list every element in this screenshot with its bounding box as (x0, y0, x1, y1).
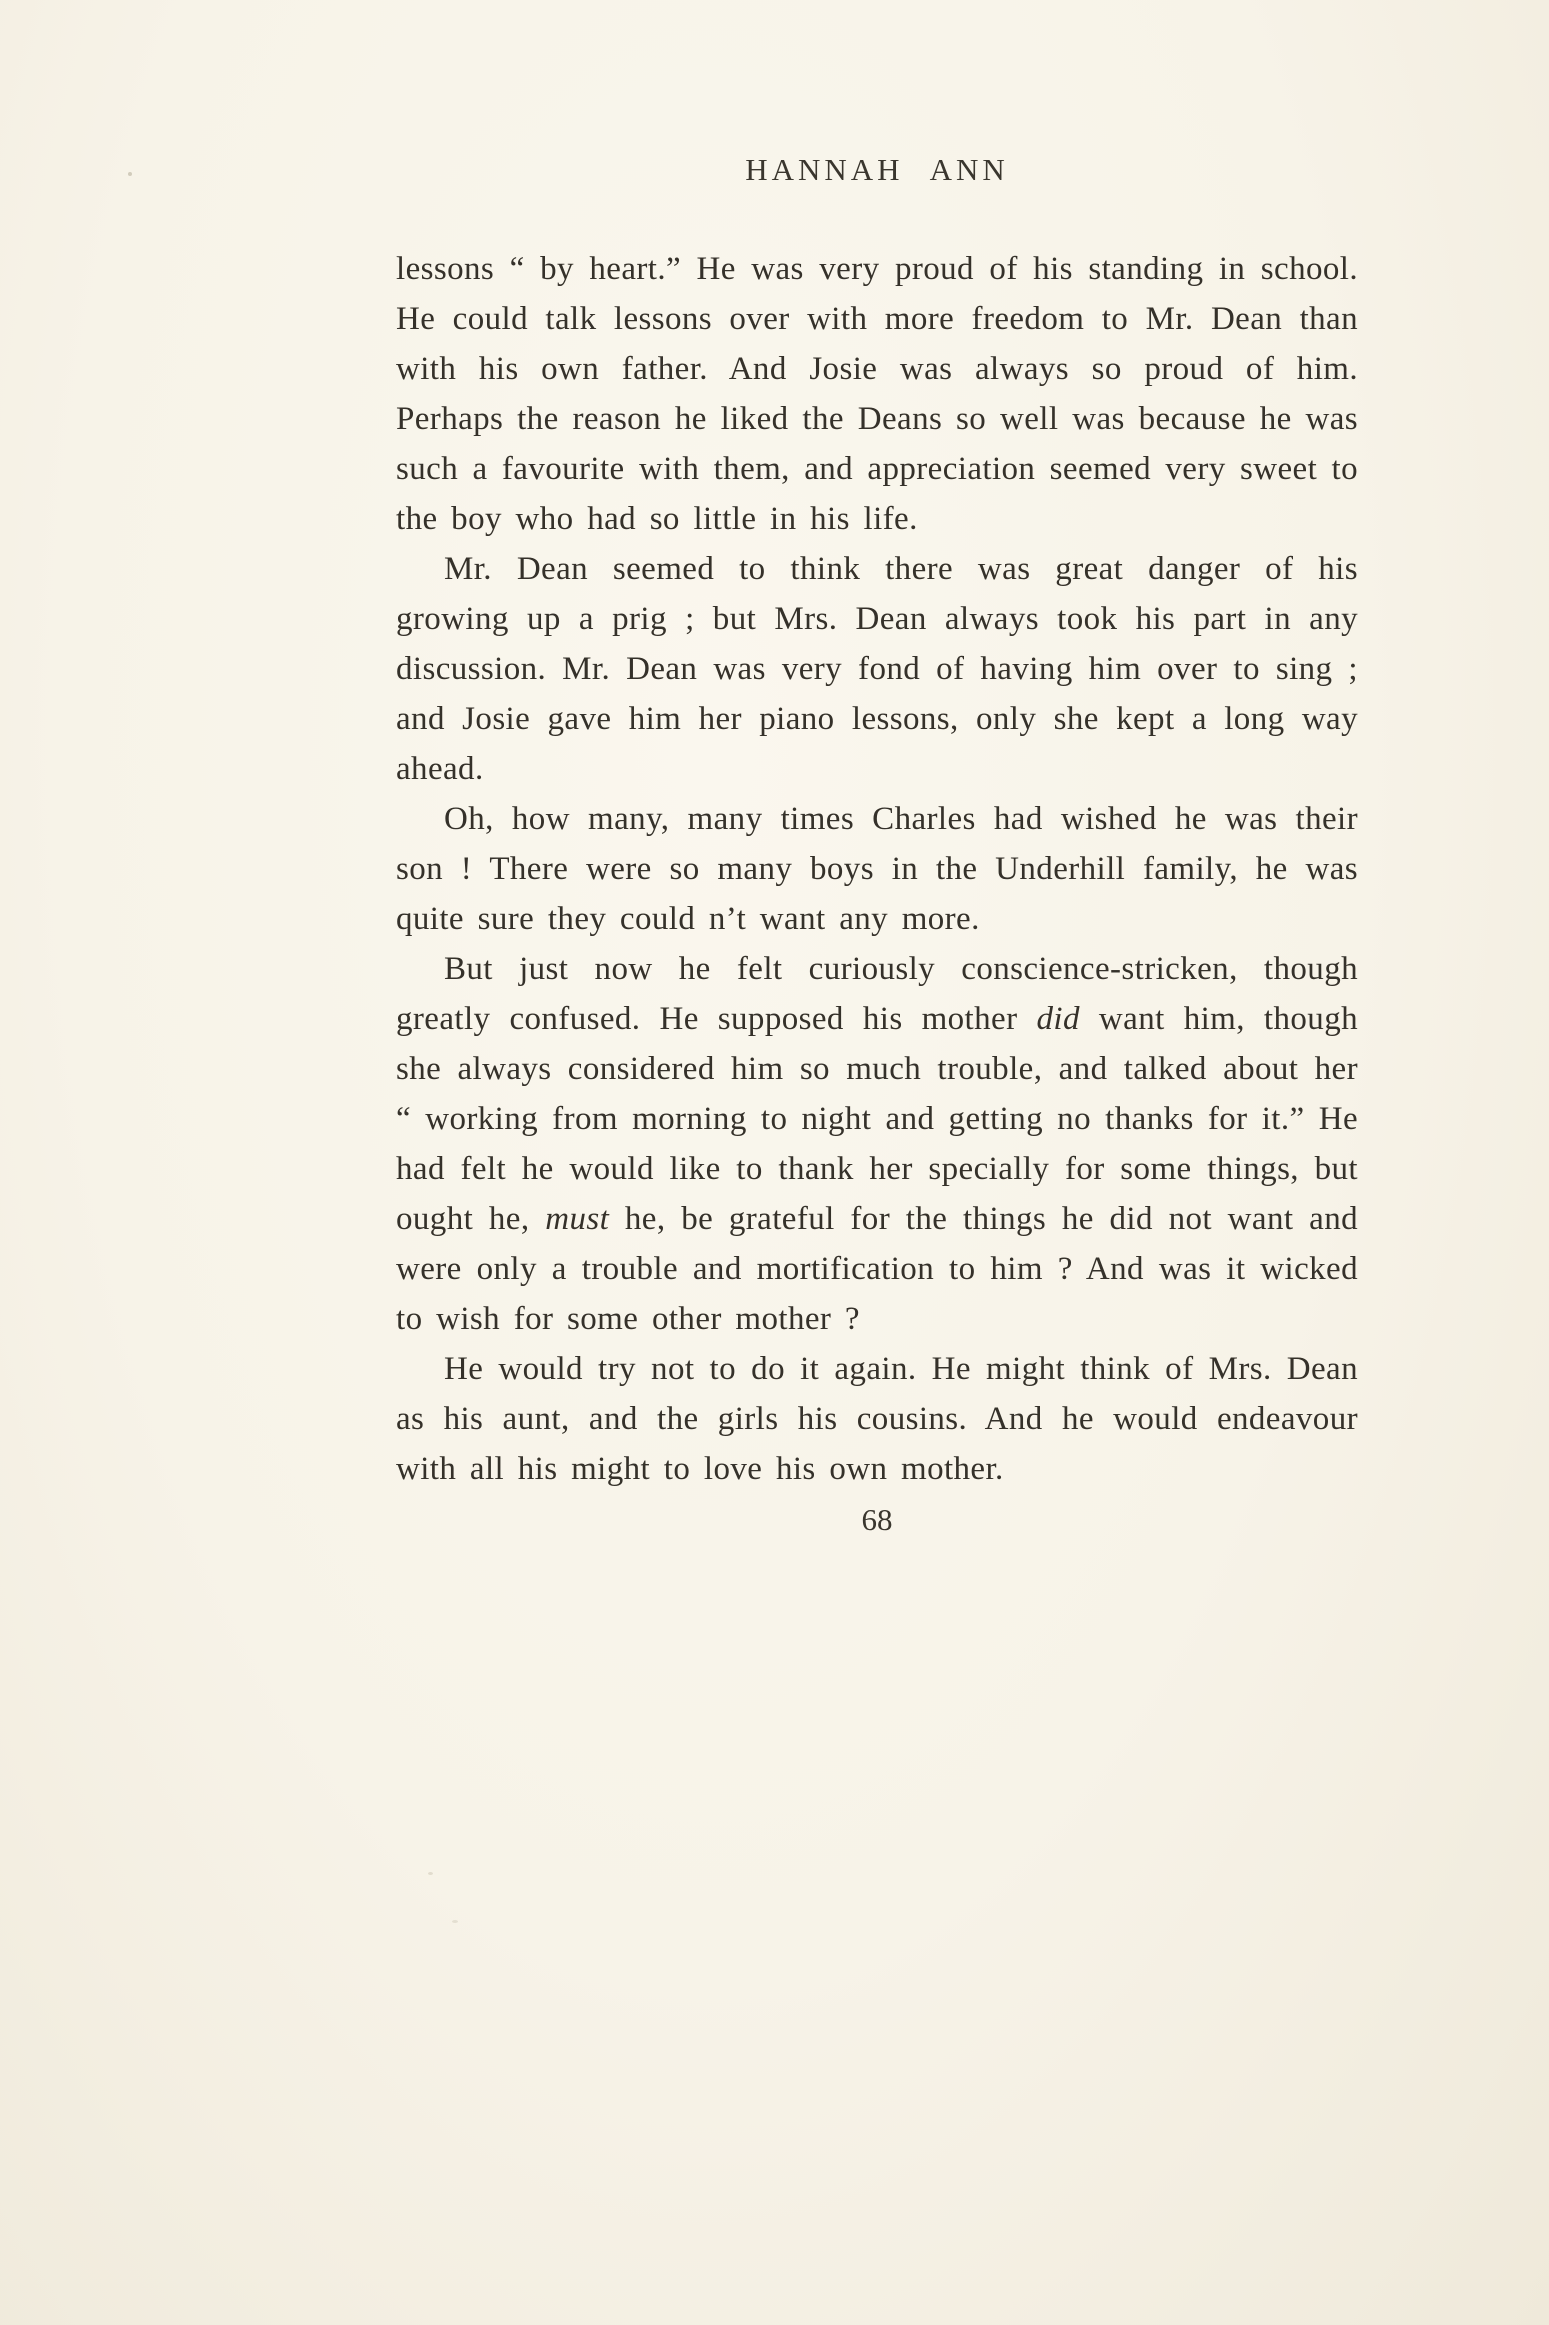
running-head: HANNAH ANN (745, 152, 1009, 187)
paragraph (396, 1344, 1358, 1494)
book-page-column (396, 152, 1358, 1538)
text-block (396, 244, 1358, 1494)
text-run: But just now he felt curiously conscience-stricken, though greatly confused. He supposed his mother (396, 951, 1358, 1037)
paragraph (396, 544, 1358, 794)
paragraph (396, 244, 1358, 544)
scan-speck (128, 172, 132, 176)
paragraph (396, 944, 1358, 1344)
text-run: Mr. Dean seemed to think there was great danger of his growing up a prig ; but Mrs. Dean always took his part in any discussion. Mr. Dean was very fond of having him over to sing ; and Josie gave him her piano lessons, only she kept a long way ahead. (396, 551, 1358, 787)
scan-speck (428, 1872, 433, 1875)
text-run: Oh, how many, many times Charles had wished he was their son ! There were so many boys in the Underhill family, he was quite sure they could n’t want any more. (396, 801, 1358, 937)
text-run: He would try not to do it again. He might think of Mrs. Dean as his aunt, and the girls his cousins. And he would endeavour with all his might to love his own mother. (396, 1351, 1358, 1487)
text-run: he, be grateful for the things he did not want and were only a trouble and mortification to him ? And was it wicked to wish for some other mother ? (396, 1201, 1358, 1337)
text-run: want him, though she always considered him so much trouble, and talked about her “ working from morning to night and getting no thanks for it.” He had felt he would like to thank her specially for some things, but ought he, (396, 1001, 1358, 1237)
paragraph (396, 794, 1358, 944)
italic-text-run: must (545, 1201, 610, 1237)
text-run: lessons “ by heart.” He was very proud of his standing in school. He could talk lessons over with more freedom to Mr. Dean than with his own father. And Josie was always so proud of him. Perhaps the reason he liked the Deans so well was because he was such a favourite with them, and appreciation seemed very sweet to the boy who had so little in his life. (396, 251, 1358, 537)
page-number: 68 (861, 1502, 893, 1537)
italic-text-run: did (1036, 1001, 1080, 1037)
scan-speck (452, 1920, 458, 1923)
